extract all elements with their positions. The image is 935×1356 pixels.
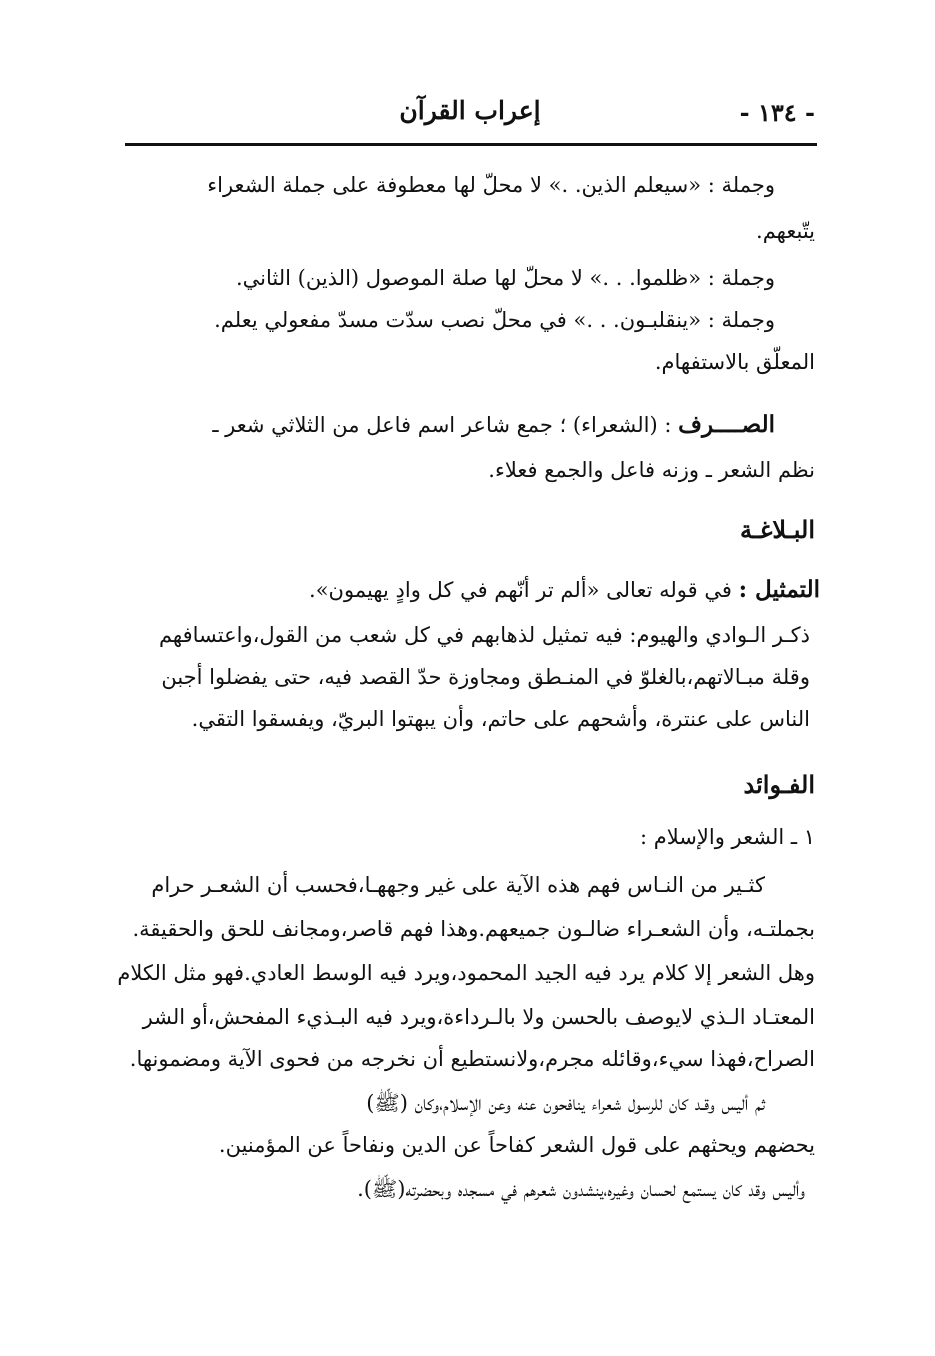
page-header: [125, 92, 815, 138]
fawaid-line: وهل الشعر إلا كلام يرد فيه الجيد المحمود،ويرد فيه الوسط العادي.فهو مثل الكلام: [117, 961, 815, 985]
tamthil-label: التمثيل :: [738, 576, 820, 603]
irab-line: وجملة : «ظلموا. . .» لا محلّ لها صلة الموصول (الذين) الثاني.: [235, 266, 775, 290]
fawaid-line: وأليس وقد كان يستمع لحسان وغيره،ينشدون شعرهم في مسجده وبحضرته(ﷺ).: [357, 1177, 805, 1201]
tamthil-line: [309, 575, 820, 605]
fawaid-line: يحضهم ويحثهم على قول الشعر كفاحاً عن الدين ونفاحاً عن المؤمنين.: [218, 1133, 815, 1157]
fawaid-line: المعتـاد الـذي لايوصف بالحسن ولا بالـرداءة،ويرد فيه البـذيء المفحش،أو الشر: [142, 1005, 815, 1029]
irab-line: يتّبعهم.: [756, 219, 815, 243]
fawaid-line: بجملتـه، وأن الشعـراء ضالـون جميعهم.وهذا فهم قاصر،ومجانف للحق والحقيقة.: [132, 917, 815, 941]
fawaid-line: الصراح،فهذا سيء،وقائله مجرم،ولانستطيع أن نخرجه من فحوى الآية ومضمونها.: [129, 1047, 815, 1071]
sarf-label: الصــــرف: [678, 411, 775, 438]
irab-line: وجملة : «ينقلبـون. . .» في محلّ نصب سدّت مسدّ مفعولي يعلم.: [214, 308, 775, 332]
balagha-line: وقلة مبـالاتهم،بالغلوّ في المنـطق ومجاوزة حدّ القصد فيه، حتى يفضلوا أجبن: [161, 665, 810, 689]
balagha-line: الناس على عنترة، وأشحهم على حاتم، وأن يبهتوا البريّ، ويفسقوا التقي.: [191, 707, 810, 731]
running-title: إعراب القرآن: [399, 96, 541, 125]
balagha-line: ذكـر الـوادي والهيوم: فيه تمثيل لذهابهم في كل شعب من القول،واعتسافهم: [158, 623, 810, 647]
irab-line: وجملة : «سيعلم الذين. .» لا محلّ لها معطوفة على جملة الشعراء: [207, 173, 775, 197]
fawaid-line: ثم أليس وقـد كان للرسول شعراء ينافحون عنه وعن الإسلام،وكان (ﷺ): [366, 1091, 765, 1115]
irab-line: المعلّق بالاستفهام.: [654, 350, 815, 374]
sarf-line: نظم الشعر ـ وزنه فاعل والجمع فعلاء.: [488, 458, 815, 482]
page-number: - ١٣٤ -: [739, 98, 815, 127]
section-title-balagha: البـلاغـة: [739, 515, 815, 544]
fawaid-item-heading: ١ ـ الشعر والإسلام :: [640, 825, 815, 849]
fawaid-line: كثـير من النـاس فهم هذه الآية على غير وجههـا،فحسب أن الشعـر حرام: [151, 873, 765, 897]
section-title-fawaid: الفـوائد: [743, 770, 815, 799]
tamthil-text: في قوله تعالى «ألم تر أنّهم في كل وادٍ يهيمون».: [309, 578, 732, 602]
header-rule: [125, 143, 817, 146]
sarf-line: [212, 410, 775, 440]
sarf-text: : (الشعراء) ؛ جمع شاعر اسم فاعل من الثلاثي شعر ـ: [212, 413, 672, 437]
